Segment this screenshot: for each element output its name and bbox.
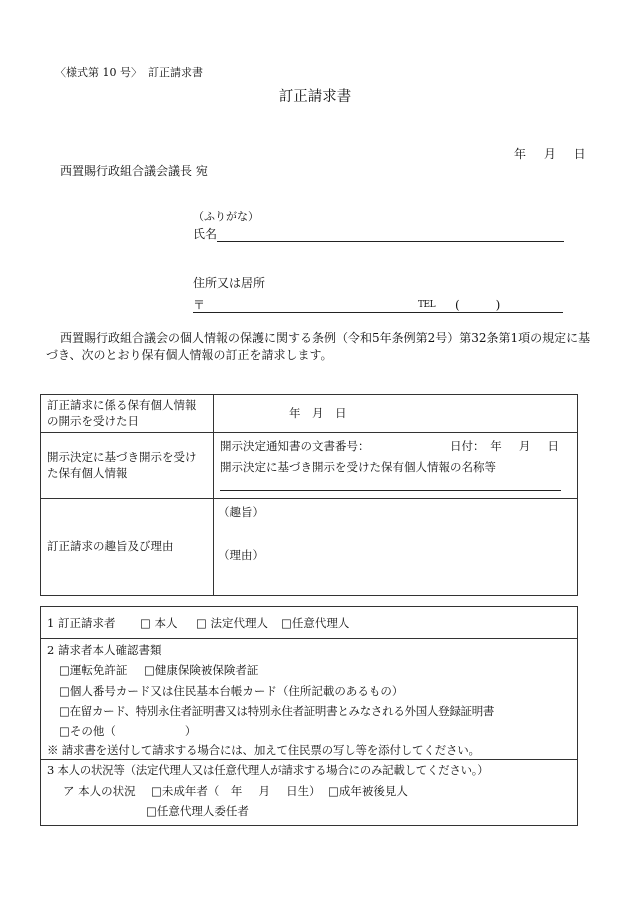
requester-voluntary-agent-checkbox[interactable]: □任意代理人: [281, 615, 350, 630]
other-document-checkbox[interactable]: □その他（ ）: [59, 724, 197, 738]
residence-card-checkbox[interactable]: □在留カード、特別永住者証明書又は特別永住者証明書とみなされる外国人登録証明書: [59, 704, 495, 718]
my-number-card-checkbox[interactable]: □個人番号カード又は住民基本台帳カード（住所記載のあるもの）: [59, 684, 404, 698]
address-label: 住所又は居所: [193, 276, 266, 290]
adult-ward-checkbox[interactable]: □成年被後見人: [328, 784, 408, 798]
disclosure-date-label: 訂正請求に係る保有個人情報 の開示を受けた日: [41, 395, 214, 433]
drivers-license-checkbox[interactable]: □運転免許証: [59, 663, 128, 677]
requester-type-section: [41, 607, 578, 639]
purpose-label: （趣旨）: [218, 505, 264, 520]
disclosed-info-label: 開示決定に基づき開示を受け た保有個人情報: [41, 433, 214, 499]
address-input-line[interactable]: [193, 312, 563, 313]
intro-line-1: 西置賜行政組合議会の個人情報の保護に関する条例（令和5年条例第2号）第32条第1項の規定に基: [60, 331, 591, 345]
disclosed-info-field[interactable]: [214, 433, 578, 499]
purpose-reason-label: 訂正請求の趣旨及び理由: [41, 499, 214, 596]
disclosure-date-field[interactable]: 年 月 日: [214, 395, 578, 433]
mail-request-note: ※ 請求書を送付して請求する場合には、加えて住民票の写し等を添付してください。: [47, 743, 480, 757]
requester-self-checkbox[interactable]: □ 本人: [140, 615, 178, 630]
principal-status-label: ア 本人の状況: [63, 784, 136, 798]
form-number: 〈様式第 10 号〉: [55, 66, 142, 79]
minor-checkbox[interactable]: □未成年者（ 年 月 日生）: [151, 784, 321, 798]
intro-line-2: づき、次のとおり保有個人情報の訂正を請求します。: [46, 348, 333, 362]
form-label: 訂正請求書: [148, 66, 203, 79]
furigana-label: （ふりがな）: [193, 210, 259, 223]
requester-status-table: [40, 606, 578, 826]
voluntary-agent-delegator-checkbox[interactable]: □任意代理人委任者: [146, 804, 249, 818]
health-insurance-checkbox[interactable]: □健康保険被保険者証: [144, 663, 259, 677]
disclosed-info-name-line[interactable]: [220, 490, 561, 491]
principal-status-section: [41, 760, 578, 826]
id-documents-title: 2 請求者本人確認書類: [47, 643, 162, 657]
addressee: 西置賜行政組合議会議長 宛: [60, 164, 208, 178]
tel-label: TEL: [418, 300, 436, 310]
notice-doc-number-label: 開示決定通知書の文書番号：: [220, 439, 370, 454]
correction-detail-table: [40, 394, 578, 596]
id-documents-section: [41, 639, 578, 760]
postal-mark: 〒: [193, 298, 206, 312]
disclosed-info-name-label: 開示決定に基づき開示を受けた保有個人情報の名称等: [220, 460, 496, 475]
requester-type-label: 1 訂正請求者: [47, 615, 116, 630]
tel-paren: ( ): [455, 298, 501, 312]
requester-legal-agent-checkbox[interactable]: □ 法定代理人: [196, 615, 269, 630]
principal-status-title: 3 本人の状況等（法定代理人又は任意代理人が請求する場合にのみ記載してください。）: [47, 763, 489, 777]
name-label: 氏名: [193, 227, 218, 241]
date-field[interactable]: 年 月 日: [514, 147, 586, 161]
purpose-reason-field[interactable]: [214, 499, 578, 596]
name-input-line[interactable]: [217, 241, 564, 242]
reason-label: （理由）: [218, 548, 264, 563]
document-title: 訂正請求書: [278, 89, 352, 105]
notice-date-label: 日付： 年 月 日: [450, 439, 560, 454]
